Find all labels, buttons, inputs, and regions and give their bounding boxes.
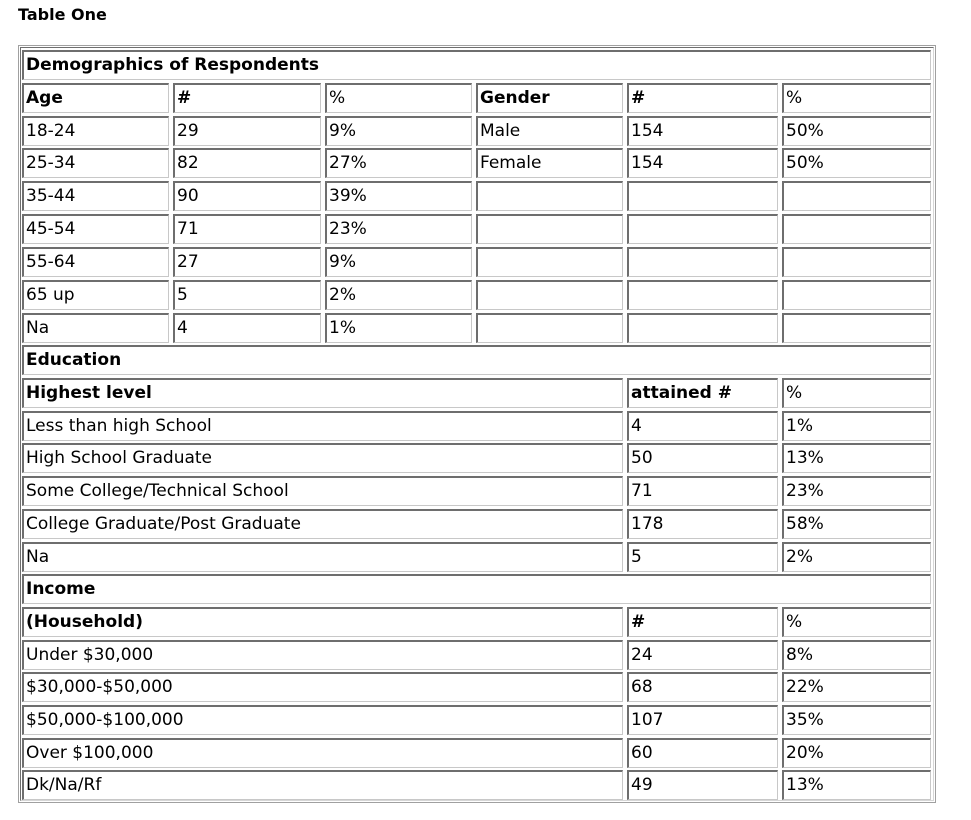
age-cell: 35-44	[22, 181, 169, 211]
section-title-education: Education	[22, 345, 931, 375]
age-cell: 65 up	[22, 280, 169, 310]
age-count-cell: 71	[173, 214, 321, 244]
age-count-cell: 4	[173, 313, 321, 343]
header-household: (Household)	[22, 607, 623, 637]
education-count-cell: 50	[627, 443, 778, 473]
empty-cell	[476, 247, 623, 277]
age-cell: 25-34	[22, 148, 169, 178]
gender-percent-cell: 50%	[782, 116, 931, 146]
empty-cell	[782, 247, 931, 277]
empty-cell	[476, 181, 623, 211]
empty-cell	[782, 214, 931, 244]
age-cell: 45-54	[22, 214, 169, 244]
header-gender-count: #	[627, 83, 778, 113]
age-count-cell: 29	[173, 116, 321, 146]
section-title-demographics: Demographics of Respondents	[22, 50, 931, 80]
header-age: Age	[22, 83, 169, 113]
age-cell: 55-64	[22, 247, 169, 277]
age-cell: 18-24	[22, 116, 169, 146]
empty-cell	[476, 313, 623, 343]
income-count-cell: 107	[627, 705, 778, 735]
income-range-cell: Under $30,000	[22, 640, 623, 670]
age-count-cell: 27	[173, 247, 321, 277]
empty-cell	[627, 214, 778, 244]
gender-cell: Female	[476, 148, 623, 178]
age-percent-cell: 1%	[325, 313, 472, 343]
education-level-cell: Some College/Technical School	[22, 476, 623, 506]
empty-cell	[476, 280, 623, 310]
education-percent-cell: 13%	[782, 443, 931, 473]
education-count-cell: 4	[627, 411, 778, 441]
age-percent-cell: 27%	[325, 148, 472, 178]
income-range-cell: Over $100,000	[22, 738, 623, 768]
empty-cell	[627, 313, 778, 343]
income-count-cell: 49	[627, 770, 778, 800]
income-range-cell: $30,000-$50,000	[22, 672, 623, 702]
education-level-cell: College Graduate/Post Graduate	[22, 509, 623, 539]
income-percent-cell: 20%	[782, 738, 931, 768]
header-attained-count: attained #	[627, 378, 778, 408]
gender-percent-cell: 50%	[782, 148, 931, 178]
income-percent-cell: 35%	[782, 705, 931, 735]
education-level-cell: High School Graduate	[22, 443, 623, 473]
age-percent-cell: 23%	[325, 214, 472, 244]
header-gender-percent: %	[782, 83, 931, 113]
age-percent-cell: 39%	[325, 181, 472, 211]
empty-cell	[627, 247, 778, 277]
header-age-percent: %	[325, 83, 472, 113]
empty-cell	[476, 214, 623, 244]
empty-cell	[782, 181, 931, 211]
age-cell: Na	[22, 313, 169, 343]
age-count-cell: 90	[173, 181, 321, 211]
age-percent-cell: 2%	[325, 280, 472, 310]
income-percent-cell: 13%	[782, 770, 931, 800]
income-count-cell: 68	[627, 672, 778, 702]
gender-count-cell: 154	[627, 148, 778, 178]
header-age-count: #	[173, 83, 321, 113]
education-level-cell: Na	[22, 542, 623, 572]
income-percent-cell: 22%	[782, 672, 931, 702]
age-count-cell: 82	[173, 148, 321, 178]
header-education-percent: %	[782, 378, 931, 408]
education-percent-cell: 23%	[782, 476, 931, 506]
age-percent-cell: 9%	[325, 116, 472, 146]
income-count-cell: 24	[627, 640, 778, 670]
education-count-cell: 178	[627, 509, 778, 539]
header-highest-level: Highest level	[22, 378, 623, 408]
table-caption: Table One	[18, 5, 107, 24]
header-income-percent: %	[782, 607, 931, 637]
income-count-cell: 60	[627, 738, 778, 768]
income-percent-cell: 8%	[782, 640, 931, 670]
income-range-cell: Dk/Na/Rf	[22, 770, 623, 800]
education-count-cell: 71	[627, 476, 778, 506]
empty-cell	[782, 313, 931, 343]
empty-cell	[627, 280, 778, 310]
education-percent-cell: 2%	[782, 542, 931, 572]
gender-count-cell: 154	[627, 116, 778, 146]
education-count-cell: 5	[627, 542, 778, 572]
empty-cell	[782, 280, 931, 310]
age-percent-cell: 9%	[325, 247, 472, 277]
empty-cell	[627, 181, 778, 211]
income-range-cell: $50,000-$100,000	[22, 705, 623, 735]
header-gender: Gender	[476, 83, 623, 113]
education-percent-cell: 1%	[782, 411, 931, 441]
gender-cell: Male	[476, 116, 623, 146]
age-count-cell: 5	[173, 280, 321, 310]
education-level-cell: Less than high School	[22, 411, 623, 441]
section-title-income: Income	[22, 574, 931, 604]
education-percent-cell: 58%	[782, 509, 931, 539]
header-income-count: #	[627, 607, 778, 637]
